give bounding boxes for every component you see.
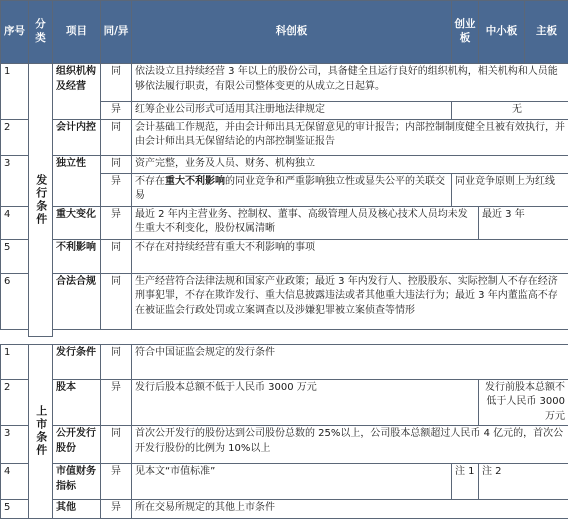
content-cell: 不存在对持续经营有重大不利影响的事项 xyxy=(132,239,568,273)
same-diff-cell: 同 xyxy=(101,155,132,173)
emphasis-text: 重大不利影响 xyxy=(165,175,225,187)
same-diff-cell: 同 xyxy=(101,273,132,329)
table-row xyxy=(1,155,568,173)
table-row xyxy=(1,344,568,379)
item-label: 会计内控 xyxy=(53,119,101,155)
same-diff-cell: 同 xyxy=(101,64,132,102)
content-cell: 红筹企业公司形式可适用其注册地法律规定 xyxy=(132,102,452,120)
table-row xyxy=(1,206,568,239)
header-same-diff: 同/异 xyxy=(101,1,132,64)
content-cell: 发行后股本总额不低于人民币 3000 万元 xyxy=(132,379,479,426)
table-row xyxy=(1,119,568,155)
other-boards-cell: 无 xyxy=(452,102,568,120)
header-category: 分类 xyxy=(29,1,53,64)
content-cell: 不存在重大不利影响的同业竞争和严重影响独立性或显失公平的关联交易 xyxy=(132,173,452,206)
item-label: 市值财务指标 xyxy=(53,464,101,500)
table-row xyxy=(1,329,568,337)
header-seq: 序号 xyxy=(1,1,29,64)
row-number: 5 xyxy=(1,500,29,519)
header-item: 项目 xyxy=(53,1,101,64)
item-label: 股本 xyxy=(53,379,101,426)
item-label: 合法合规 xyxy=(53,273,101,329)
same-diff-cell: 同 xyxy=(101,344,132,379)
content-cell: 会计基础工作规范，并由会计师出具无保留意见的审计报告；内部控制制度健全且被有效执行，并由会计师出具无保留结论的内部控制鉴证报告 xyxy=(132,119,568,155)
same-diff-cell: 同 xyxy=(101,119,132,155)
table-row xyxy=(1,337,568,345)
item-label: 独立性 xyxy=(53,155,101,206)
content-cell: 最近 2 年内主营业务、控制权、董事、高级管理人员及核心技术人员均未发生重大不利变化，股份权属清晰 xyxy=(132,206,479,239)
other-boards-cell: 发行前股本总额不低于人民币 3000 万元 xyxy=(479,379,568,426)
same-diff-cell: 异 xyxy=(101,464,132,500)
table-row xyxy=(1,64,568,102)
header-kechuang: 科创板 xyxy=(132,1,452,64)
item-label: 组织机构及经营 xyxy=(53,64,101,120)
same-diff-cell: 异 xyxy=(101,206,132,239)
table-row xyxy=(1,273,568,329)
row-number: 6 xyxy=(1,273,29,329)
item-label: 发行条件 xyxy=(53,344,101,379)
category-listing-conditions: 上市条件 xyxy=(29,344,53,519)
row-number: 3 xyxy=(1,426,29,464)
content-cell: 所在交易所规定的其他上市条件 xyxy=(132,500,568,519)
row-number: 1 xyxy=(1,344,29,379)
header-chuangye: 创业板 xyxy=(452,1,479,64)
content-cell: 依法设立且持续经营 3 年以上的股份公司，具备健全且运行良好的组织机构，相关机构和人员能够依法履行职责，有限公司整体变更的从成立之日起算。 xyxy=(132,64,568,102)
other-boards-cell: 同业竞争原则上为红线 xyxy=(452,173,568,206)
table-row xyxy=(1,426,568,464)
category-issue-conditions: 发行条件 xyxy=(29,64,53,337)
table-row xyxy=(1,379,568,426)
row-number: 1 xyxy=(1,64,29,120)
note-1-cell: 注 1 xyxy=(452,464,479,500)
same-diff-cell: 同 xyxy=(101,239,132,273)
content-cell: 见本文“市值标准” xyxy=(132,464,452,500)
item-label: 其他 xyxy=(53,500,101,519)
row-number: 5 xyxy=(1,239,29,273)
content-cell: 资产完整，业务及人员、财务、机构独立 xyxy=(132,155,568,173)
row-number: 3 xyxy=(1,155,29,206)
same-diff-cell: 异 xyxy=(101,379,132,426)
content-cell: 生产经营符合法律法规和国家产业政策；最近 3 年内发行人、控股股东、实际控制人不存在经济刑事犯罪，不存在欺诈发行、重大信息披露违法或者其他重大违法行为；最近 3 年内董监高不存在被证监会行政处罚或立案调查以及涉嫌犯罪被立案侦查等情形 xyxy=(132,273,568,329)
table-row xyxy=(1,500,568,519)
other-boards-cell: 最近 3 年 xyxy=(479,206,568,239)
item-label: 不利影响 xyxy=(53,239,101,273)
item-label: 公开发行股份 xyxy=(53,426,101,464)
header-zhuban: 主板 xyxy=(525,1,568,64)
same-diff-cell: 同 xyxy=(101,426,132,464)
note-2-cell: 注 2 xyxy=(479,464,568,500)
content-cell: 符合中国证监会规定的发行条件 xyxy=(132,344,568,379)
same-diff-cell: 异 xyxy=(101,173,132,206)
row-number: 2 xyxy=(1,119,29,155)
row-number: 4 xyxy=(1,464,29,500)
item-label: 重大变化 xyxy=(53,206,101,239)
table-row xyxy=(1,239,568,273)
content-cell: 首次公开发行的股份达到公司股份总数的 25%以上，公司股本总额超过人民币 4 亿元的，首次公开发行股份的比例为 10%以上 xyxy=(132,426,568,464)
header-zhongxiao: 中小板 xyxy=(479,1,525,64)
same-diff-cell: 异 xyxy=(101,102,132,120)
same-diff-cell: 异 xyxy=(101,500,132,519)
table-row xyxy=(1,464,568,500)
row-number: 4 xyxy=(1,206,29,239)
row-number: 2 xyxy=(1,379,29,426)
